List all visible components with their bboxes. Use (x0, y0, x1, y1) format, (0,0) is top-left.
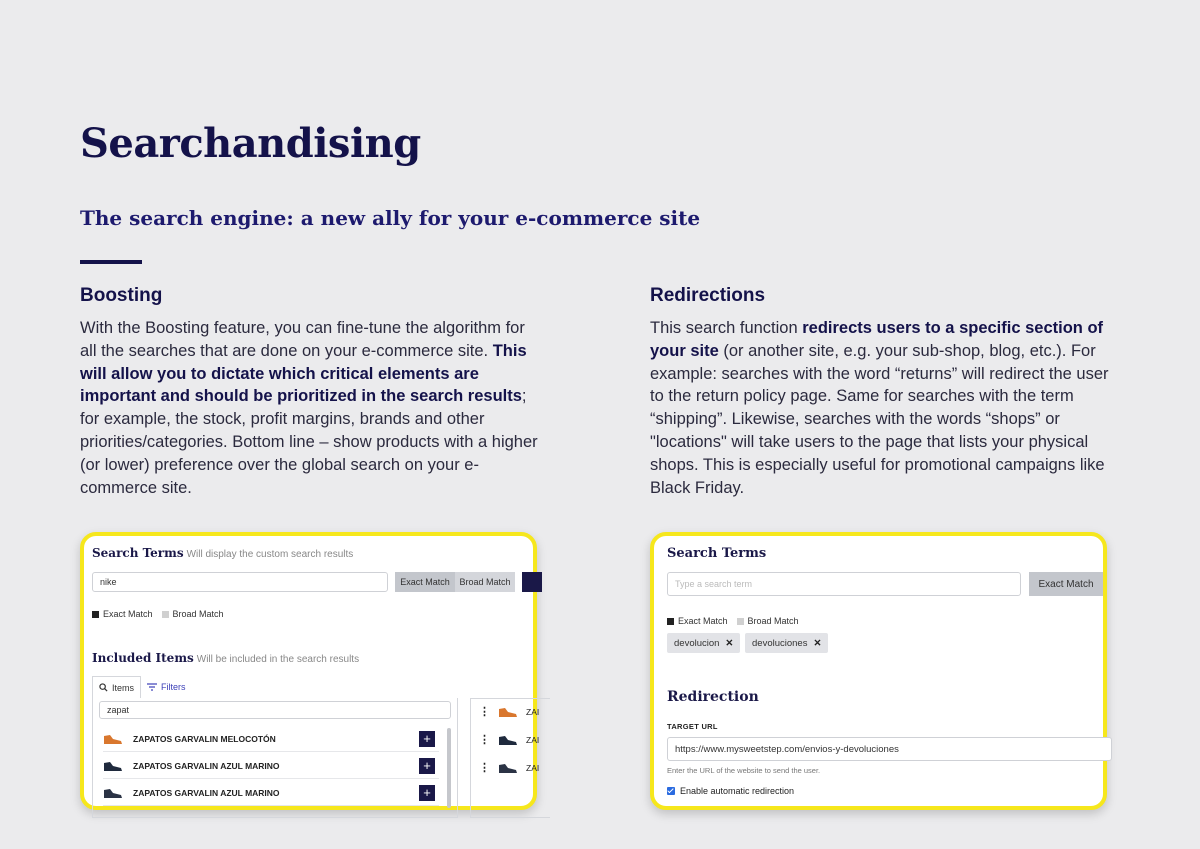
included-items-heading (92, 651, 359, 665)
close-icon[interactable]: ✕ (813, 637, 822, 649)
target-url-input[interactable]: https://www.mysweetstep.com/envios-y-devoluciones (667, 737, 1112, 761)
add-term-button[interactable] (522, 572, 542, 592)
list-item (103, 780, 439, 806)
legend-exact-label: Exact Match (103, 609, 153, 619)
search-terms-title: Search Terms (92, 546, 184, 560)
enable-redirection-row (667, 786, 794, 796)
search-terms-title: Search Terms (667, 546, 767, 561)
items-list (92, 698, 458, 818)
list-item-label: ZAPATOS GARVALIN AZUL MARINO (133, 787, 280, 798)
boosted-item-label: ZAI (526, 734, 540, 745)
legend-broad-label: Broad Match (747, 616, 799, 626)
broad-match-swatch (737, 618, 744, 625)
redirections-text-part-2: (or another site, e.g. your sub-shop, blog, etc.). For example: searches with the word “returns” will redirect the user to the return policy page. Same for searches with the term “shipping”. Likewise, searches with the words “shops” or "locations" will take users to the page that lists your physical shops. This is especially useful for promotional campaigns like Black Friday. (650, 341, 1109, 497)
exact-match-button[interactable]: Exact Match (1029, 572, 1103, 596)
term-chip (667, 633, 740, 653)
tab-items-label: Items (112, 682, 135, 693)
boosting-text (80, 317, 540, 499)
legend-broad-label: Broad Match (172, 609, 224, 619)
shoe-icon (498, 706, 518, 718)
close-icon[interactable]: ✕ (725, 637, 734, 649)
boosted-item (479, 705, 539, 718)
match-legend (667, 616, 799, 626)
legend-exact-label: Exact Match (678, 616, 728, 626)
redirections-heading: Redirections (650, 285, 766, 306)
shoe-icon (498, 734, 518, 746)
items-search-input[interactable]: zapat (99, 701, 451, 719)
redirection-screenshot (650, 532, 1107, 810)
exact-match-swatch (667, 618, 674, 625)
boosting-screenshot (80, 532, 540, 810)
boosted-item-label: ZAI (526, 762, 540, 773)
broad-match-button[interactable]: Broad Match (455, 572, 515, 592)
redirection-title: Redirection (667, 689, 759, 705)
drag-handle-icon[interactable]: ⋮ (479, 734, 490, 746)
term-chip-label: devoluciones (752, 637, 808, 649)
match-legend (92, 609, 224, 619)
search-icon (99, 683, 108, 692)
shoe-icon (103, 733, 123, 745)
target-url-hint: Enter the URL of the website to send the user. (667, 766, 821, 775)
tab-items[interactable] (92, 676, 141, 698)
tab-filters[interactable] (141, 676, 192, 698)
drag-handle-icon[interactable]: ⋮ (479, 762, 490, 774)
boosting-section (80, 285, 540, 499)
search-term-input[interactable]: Type a search term (667, 572, 1021, 596)
boosted-item (479, 733, 539, 746)
search-terms-heading (92, 546, 353, 560)
exact-match-button[interactable]: Exact Match (395, 572, 455, 592)
shoe-icon (498, 762, 518, 774)
enable-redirection-checkbox[interactable] (667, 787, 675, 795)
broad-match-swatch (162, 611, 169, 618)
boosting-text-part-1: With the Boosting feature, you can fine-tune the algorithm for all the searches that are done on your e-commerce site. (80, 319, 525, 360)
boosting-text-part-2: ; for example, the stock, profit margins, brands and other priorities/categories. Bottom line – show products with a higher (or lower) preference over the global search on your e-commerce site. (80, 387, 538, 497)
add-item-button[interactable]: + (419, 758, 435, 774)
drag-handle-icon[interactable]: ⋮ (479, 706, 490, 718)
redirections-text-bold: redirects users to a specific section of your site (650, 319, 1104, 360)
exact-match-swatch (92, 611, 99, 618)
list-item-label: ZAPATOS GARVALIN MELOCOTÓN (133, 733, 276, 744)
page-subtitle: The search engine: a new ally for your e-commerce site (80, 206, 701, 230)
boosting-heading: Boosting (80, 285, 163, 306)
enable-redirection-label: Enable automatic redirection (680, 786, 795, 796)
items-tabs (92, 676, 192, 698)
tab-filters-label: Filters (161, 682, 186, 692)
title-divider (80, 260, 142, 264)
list-item-label: ZAPATOS GARVALIN AZUL MARINO (133, 760, 280, 771)
target-url-label: TARGET URL (667, 722, 718, 731)
redirections-section (650, 285, 1120, 499)
boosted-list (470, 698, 550, 818)
list-item (103, 726, 439, 752)
filter-icon (147, 683, 157, 691)
included-items-title: Included Items (92, 651, 194, 665)
boosted-item (479, 761, 539, 774)
shoe-icon (103, 787, 123, 799)
boosted-item-label: ZAI (526, 706, 540, 717)
add-item-button[interactable]: + (419, 731, 435, 747)
list-item (103, 753, 439, 779)
search-term-input[interactable]: nike (92, 572, 388, 592)
term-chip-label: devolucion (674, 637, 720, 649)
redirections-text (650, 317, 1120, 499)
boosting-text-bold: This will allow you to dictate which critical elements are important and should be prioritized in the search results (80, 341, 527, 406)
redirections-text-part-1: This search function (650, 319, 803, 337)
add-item-button[interactable]: + (419, 785, 435, 801)
search-terms-note: Will display the custom search results (186, 549, 354, 560)
included-items-note: Will be included in the search results (196, 654, 360, 665)
shoe-icon (103, 760, 123, 772)
page-title: Searchandising (80, 120, 421, 167)
term-chip (745, 633, 828, 653)
list-scrollbar[interactable] (447, 728, 451, 808)
